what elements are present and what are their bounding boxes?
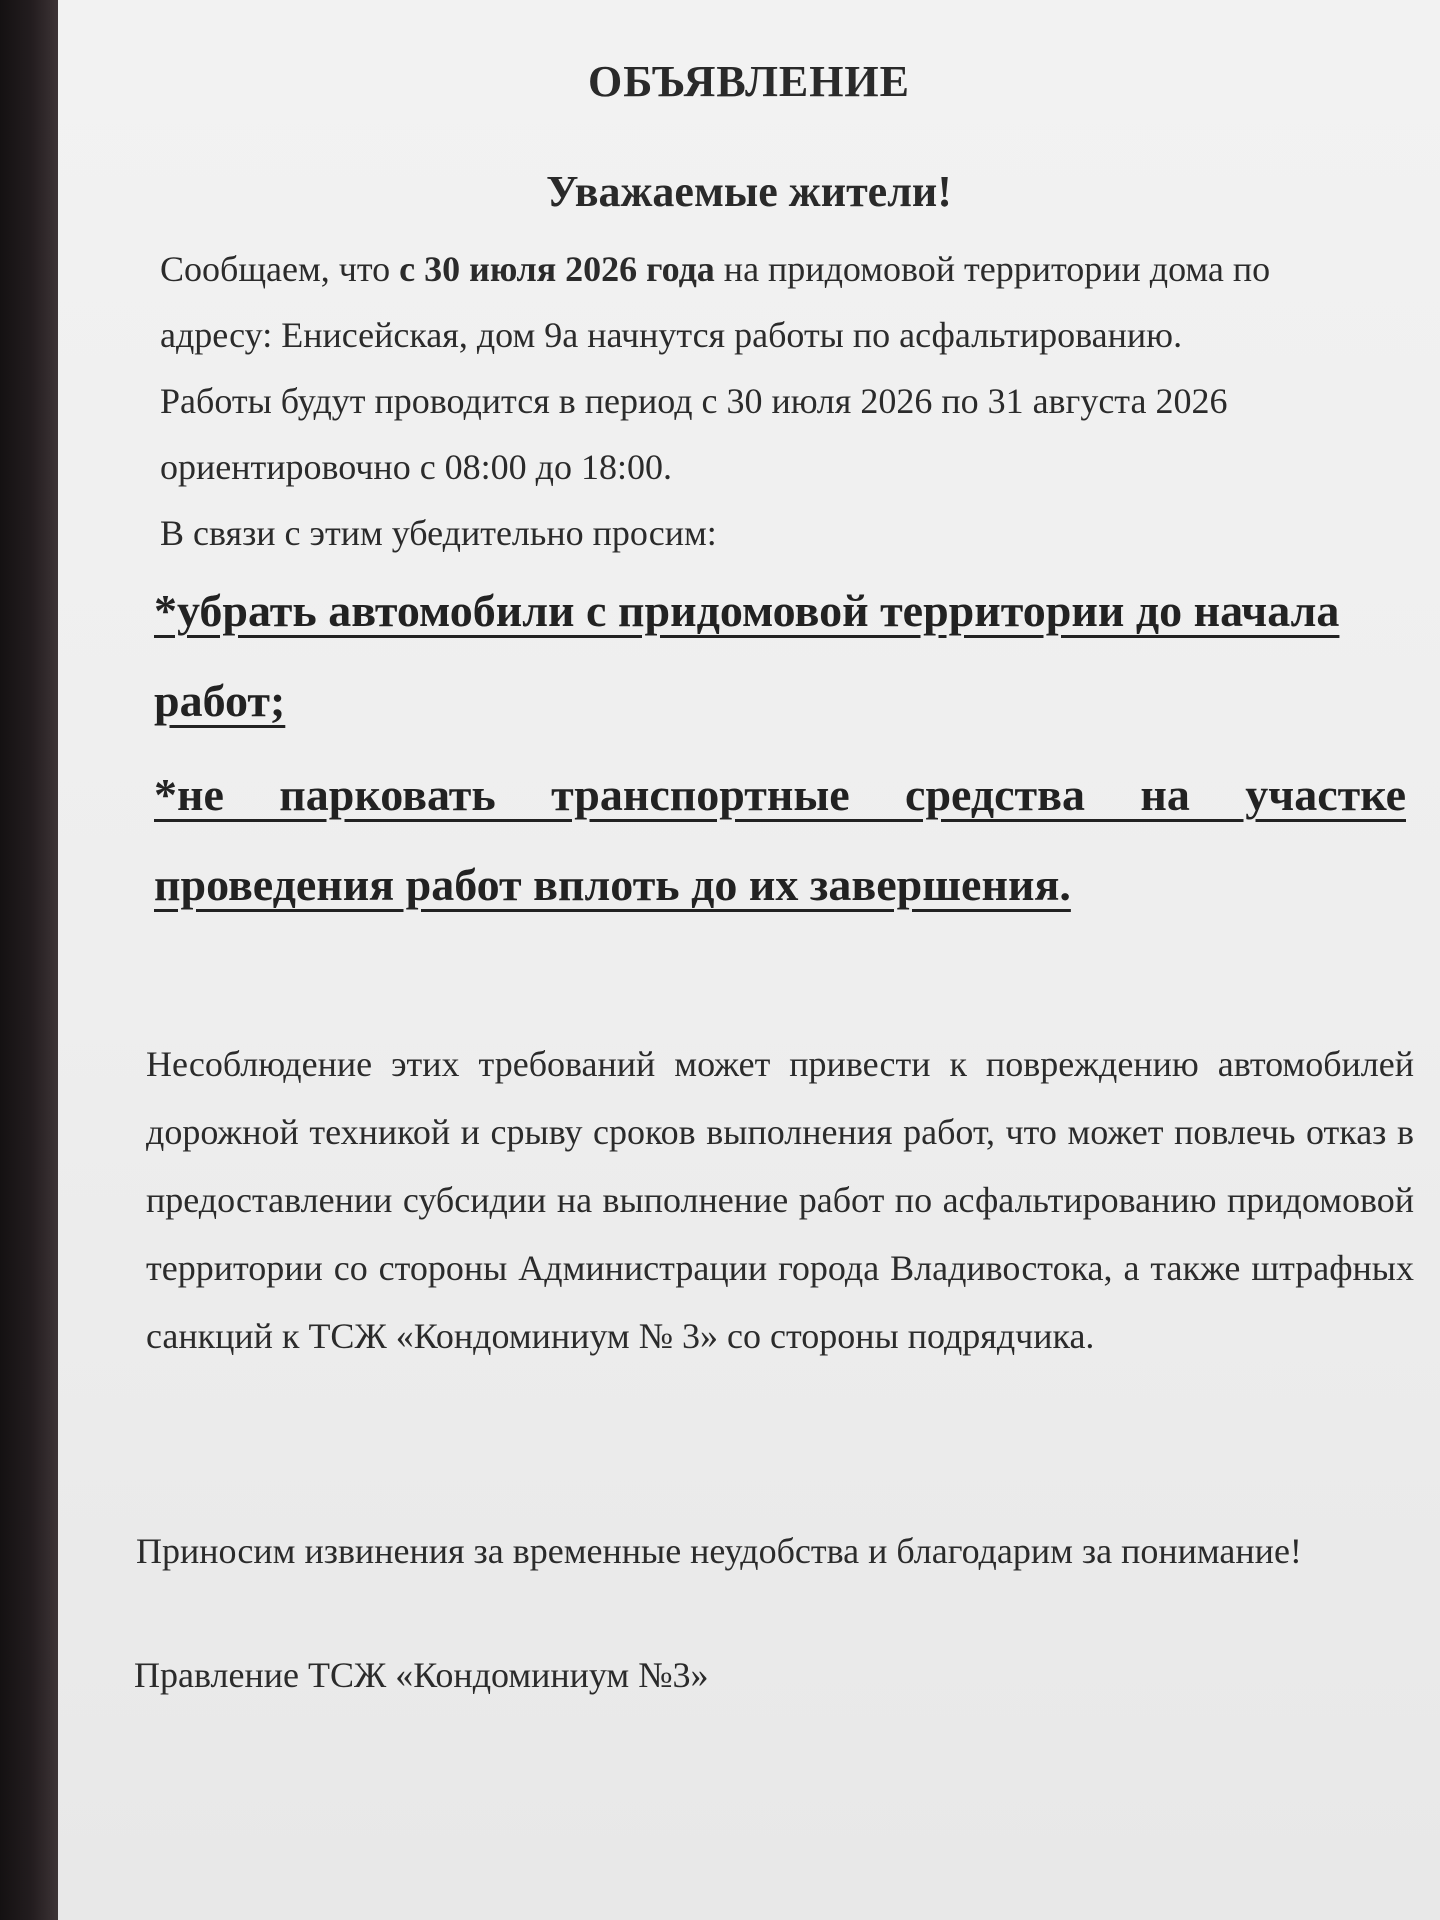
announcement-paragraph — [160, 236, 1270, 302]
signature: Правление ТСЖ «Кондоминиум №3» — [134, 1655, 709, 1695]
requirement-no-parking: *не парковать транспортные средства на участке проведения работ вплоть до их завершения. — [154, 769, 1406, 910]
dark-background-edge — [0, 0, 58, 1920]
announcement-start: Сообщаем, что — [160, 249, 400, 289]
request-intro: В связи с этим убедительно просим: — [160, 513, 717, 553]
announcement-line-2: адресу: Енисейская, дом 9а начнутся работы по асфальтированию. — [160, 315, 1183, 355]
notice-greeting: Уважаемые жители! — [546, 167, 952, 216]
notice-title: ОБЪЯВЛЕНИЕ — [587, 57, 911, 106]
period-line-2: ориентировочно с 08:00 до 18:00. — [160, 447, 672, 487]
apology-text: Приносим извинения за временные неудобства и благодарим за понимание! — [136, 1531, 1302, 1571]
period-line-1: Работы будут проводится в период с 30 июля 2026 по 31 августа 2026 — [160, 381, 1228, 421]
warning-paragraph: Несоблюдение этих требований может привести к повреждению автомобилей дорожной техникой и срыву сроков выполнения работ, что может повлечь отказ в предоставлении субсидии на выполнение работ по асфальтированию придомовой территории со стороны Администрации города Владивостока, а также штрафных санкций к ТСЖ «Кондоминиум № 3» со стороны подрядчика. — [146, 1044, 1414, 1356]
announcement-rest-a: на придомовой территории дома по — [714, 249, 1271, 289]
notice-sheet — [58, 0, 1440, 1920]
requirement-remove-cars: *убрать автомобили с придомовой территории до начала работ; — [154, 585, 1340, 726]
start-date: с 30 июля 2026 года — [399, 249, 715, 289]
